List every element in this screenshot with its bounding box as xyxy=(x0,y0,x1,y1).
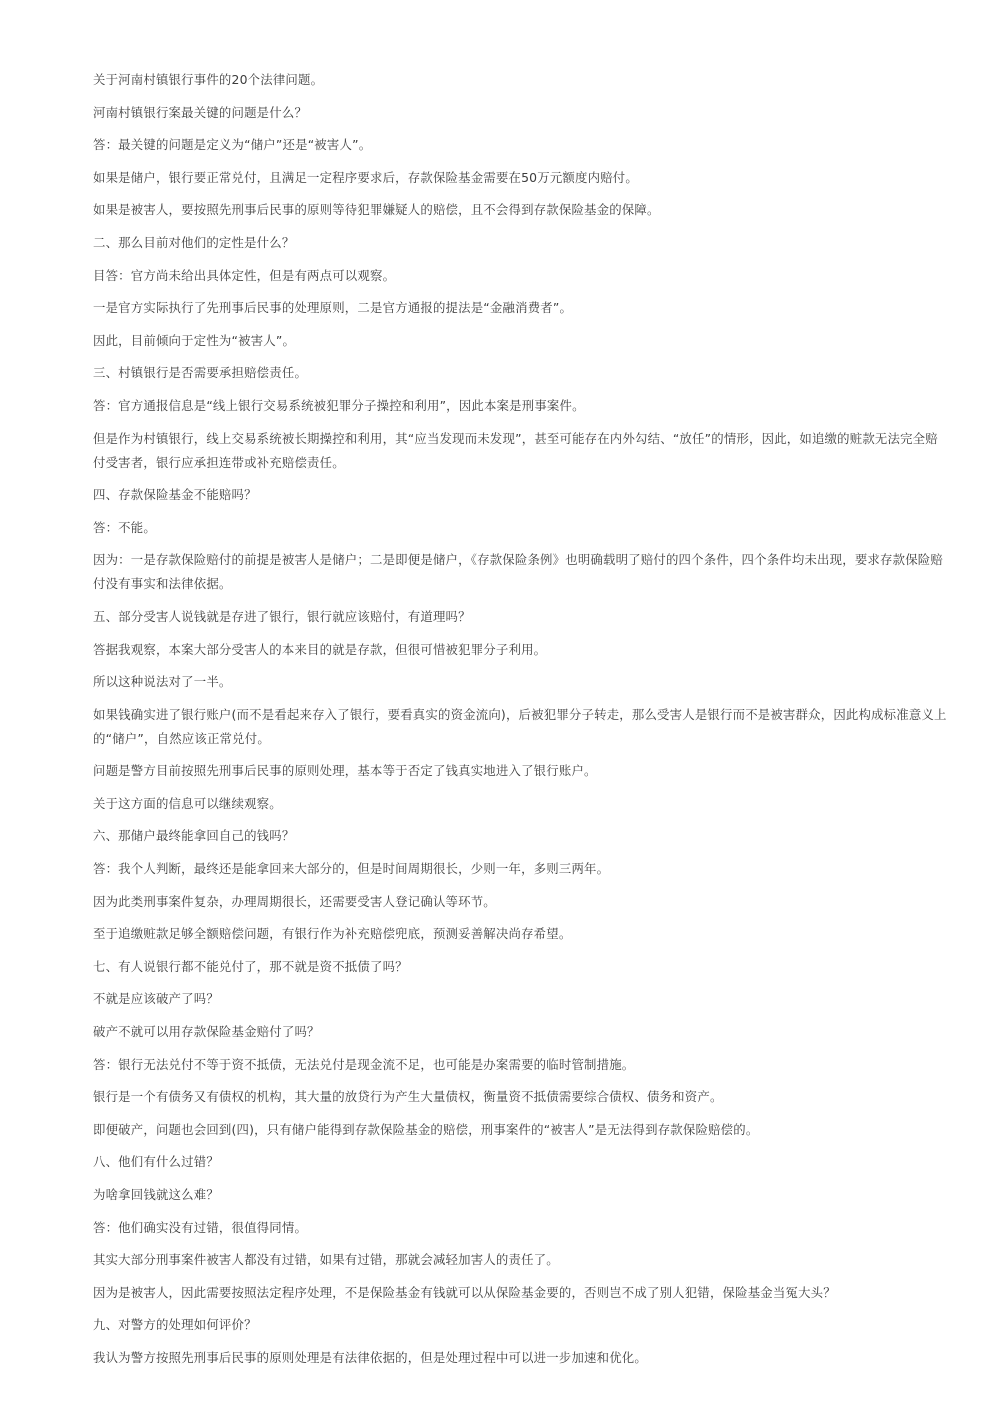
answer-paragraph: 关于这方面的信息可以继续观察。 xyxy=(93,795,282,811)
answer-paragraph: 至于追缴赃款足够全额赔偿问题，有银行作为补充赔偿兜底，预测妥善解决尚存希望。 xyxy=(93,926,572,942)
answer-paragraph: 答：官方通报信息是“线上银行交易系统被犯罪分子操控和利用”，因此本案是刑事案件。 xyxy=(93,397,585,413)
answer-paragraph: 其实大部分刑事案件被害人都没有过错，如果有过错，那就会减轻加害人的责任了。 xyxy=(93,1252,559,1268)
answer-paragraph: 因为：一是存款保险赔付的前提是被害人是储户；二是即便是储户，《存款保险条例》也明确载明了赔付的四个条件，四个条件均未出现，要求存款保险赔付没有事实和法律依据。 xyxy=(93,552,943,592)
answer-paragraph: 如果是储户，银行要正常兑付，且满足一定程序要求后，存款保险基金需要在50万元额度内赔付。 xyxy=(93,169,638,185)
answer-paragraph: 所以这种说法对了一半。 xyxy=(93,674,232,690)
answer-paragraph: 一是官方实际执行了先刑事后民事的处理原则，二是官方通报的提法是“金融消费者”。 xyxy=(93,300,573,316)
question-7: 七、有人说银行都不能兑付了，那不就是资不抵债了吗？ xyxy=(93,958,408,974)
answer-paragraph: 问题是警方目前按照先刑事后民事的原则处理，基本等于否定了钱真实地进入了银行账户。 xyxy=(93,763,597,779)
answer-paragraph: 但是作为村镇银行，线上交易系统被长期操控和利用，其“应当发现而未发现”，甚至可能存在内外勾结、“放任”的情形，因此，如追缴的赃款无法完全赔付受害者，银行应承担连带或补充赔偿责任。 xyxy=(93,430,938,470)
answer-paragraph: 因为此类刑事案件复杂，办理周期很长，还需要受害人登记确认等环节。 xyxy=(93,893,496,909)
answer-paragraph: 因为是被害人，因此需要按照法定程序处理，不是保险基金有钱就可以从保险基金要的，否则岂不成了别人犯错，保险基金当冤大头？ xyxy=(93,1284,836,1300)
document-body xyxy=(93,68,949,1379)
doc-title: 关于河南村镇银行事件的20个法律问题。 xyxy=(93,72,324,87)
question-5: 五、部分受害人说钱就是存进了银行，银行就应该赔付，有道理吗？ xyxy=(93,608,471,624)
question-7-followup: 破产不就可以用存款保险基金赔付了吗？ xyxy=(93,1024,320,1040)
question-6: 六、那储户最终能拿回自己的钱吗？ xyxy=(93,828,295,844)
question-8: 八、他们有什么过错？ xyxy=(93,1154,219,1170)
answer-paragraph: 如果是被害人，要按照先刑事后民事的原则等待犯罪嫌疑人的赔偿，且不会得到存款保险基金的保障。 xyxy=(93,202,660,218)
answer-paragraph: 银行是一个有债务又有债权的机构，其大量的放贷行为产生大量债权，衡量资不抵债需要综合债权、债务和资产。 xyxy=(93,1089,723,1105)
question-2: 二、那么目前对他们的定性是什么？ xyxy=(93,234,295,250)
answer-paragraph: 答据我观察，本案大部分受害人的本来目的就是存款，但很可惜被犯罪分子利用。 xyxy=(93,641,547,657)
answer-paragraph: 因此，目前倾向于定性为“被害人”。 xyxy=(93,332,296,348)
question-3: 三、村镇银行是否需要承担赔偿责任。 xyxy=(93,365,308,381)
answer-paragraph: 答：不能。 xyxy=(93,519,156,535)
answer-paragraph: 答：他们确实没有过错，很值得同情。 xyxy=(93,1219,308,1235)
question-7-followup: 不就是应该破产了吗？ xyxy=(93,991,219,1007)
answer-paragraph: 目答：官方尚未给出具体定性，但是有两点可以观察。 xyxy=(93,267,396,283)
answer-paragraph: 答：最关键的问题是定义为“储户”还是“被害人”。 xyxy=(93,137,372,153)
question-1: 河南村镇银行案最关键的问题是什么？ xyxy=(93,104,308,120)
answer-paragraph: 我认为警方按照先刑事后民事的原则处理是有法律依据的，但是处理过程中可以进一步加速和优化。 xyxy=(93,1349,647,1365)
answer-paragraph: 答：银行无法兑付不等于资不抵债，无法兑付是现金流不足，也可能是办案需要的临时管制措施。 xyxy=(93,1056,635,1072)
answer-paragraph: 如果钱确实进了银行账户(而不是看起来存入了银行，要看真实的资金流向)，后被犯罪分子转走，那么受害人是银行而不是被害群众，因此构成标准意义上的“储户”，自然应该正常兑付。 xyxy=(93,706,947,746)
question-4: 四、存款保险基金不能赔吗？ xyxy=(93,487,257,503)
question-8-followup: 为啥拿回钱就这么难？ xyxy=(93,1187,219,1202)
answer-paragraph: 即便破产，问题也会回到(四)，只有储户能得到存款保险基金的赔偿，刑事案件的“被害人”是无法得到存款保险赔偿的。 xyxy=(93,1121,759,1137)
question-9: 九、对警方的处理如何评价？ xyxy=(93,1317,257,1333)
answer-paragraph: 答：我个人判断，最终还是能拿回来大部分的，但是时间周期很长，少则一年，多则三两年。 xyxy=(93,861,610,877)
